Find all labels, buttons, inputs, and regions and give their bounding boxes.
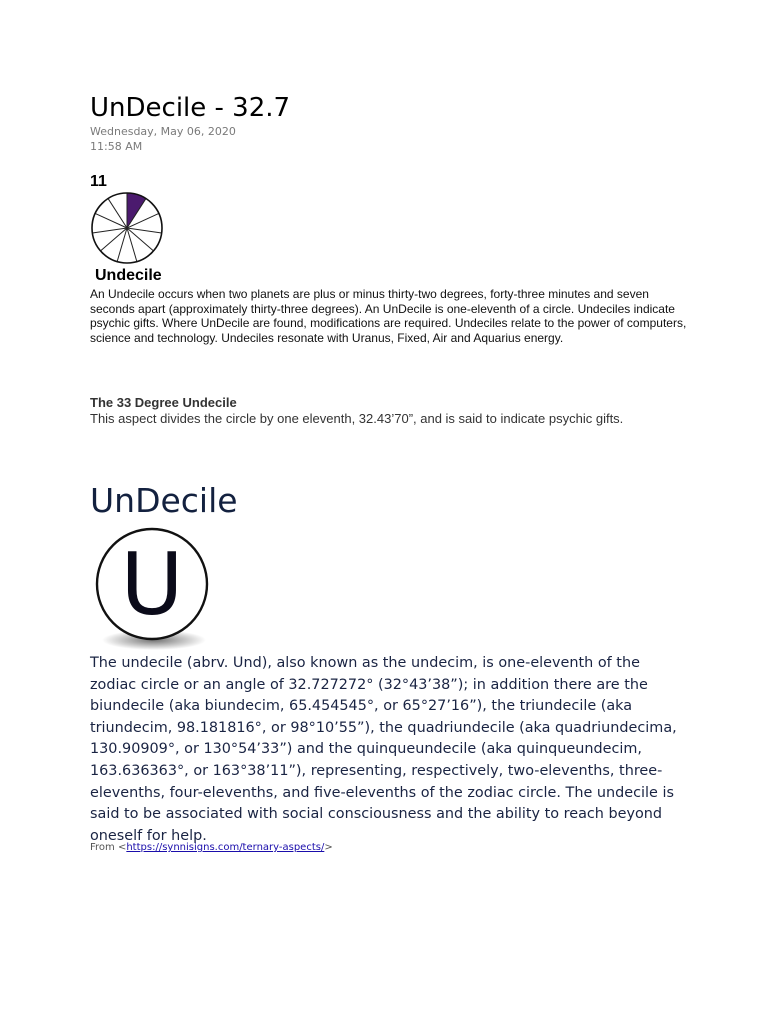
aspect-name: Undecile — [95, 267, 162, 284]
undecile-symbol-image — [92, 522, 216, 656]
undecile-heading: UnDecile — [90, 481, 238, 520]
wheel-spoke — [117, 228, 127, 262]
page-title: UnDecile - 32.7 — [90, 93, 291, 123]
undecile-wheel-image — [89, 190, 165, 266]
wheel-spoke — [127, 228, 137, 262]
symbol-letter: U — [120, 535, 184, 635]
undecile-body: The undecile (abrv. Und), also known as the undecim, is one-eleventh of the zodiac circle or an angle of 32.727272° (32°43’38”); in addition there are the biundecile (aka biundecim, 65.454545°, or 65°27’16”), the triundecile (aka triundecim, 98.181816°, or 98°10’55”), the quadriundecile (aka quadriundecima, 130.90909°, or 130°54’33”) and the quinqueundecile (aka quinqueundecim, 163.636363°, or 163°38’11”), representing, respectively, two-elevenths, three-elevenths, four-elevenths, and five-elevenths of the zodiac circle. The undecile is said to be associated with social consciousness and the ability to reach beyond oneself for help. — [90, 655, 677, 844]
wheel-group — [92, 193, 162, 263]
source-prefix: From < — [90, 842, 127, 853]
note-time: 11:58 AM — [90, 140, 143, 153]
note-date: Wednesday, May 06, 2020 — [90, 125, 236, 138]
degree-heading: The 33 Degree Undecile — [90, 395, 237, 410]
aspect-description: An Undecile occurs when two planets are plus or minus thirty-two degrees, forty-three minutes and seven seconds apart (approximately thirty-three degrees). An UnDecile is one-eleventh of a circle. Undeciles indicate psychic gifts. Where UnDecile are found, modifications are required. Undeciles relate to the power of computers, science and technology. Undeciles resonate with Uranus, Fixed, Air and Aquarius energy. — [90, 287, 687, 346]
aspect-number: 11 — [90, 173, 107, 190]
degree-text: This aspect divides the circle by one eleventh, 32.43’70”, and is said to indicate psychic gifts. — [90, 411, 624, 426]
source-suffix: > — [324, 842, 333, 853]
source-line — [90, 841, 333, 855]
source-link[interactable]: https://synnisigns.com/ternary-aspects/ — [126, 842, 325, 853]
